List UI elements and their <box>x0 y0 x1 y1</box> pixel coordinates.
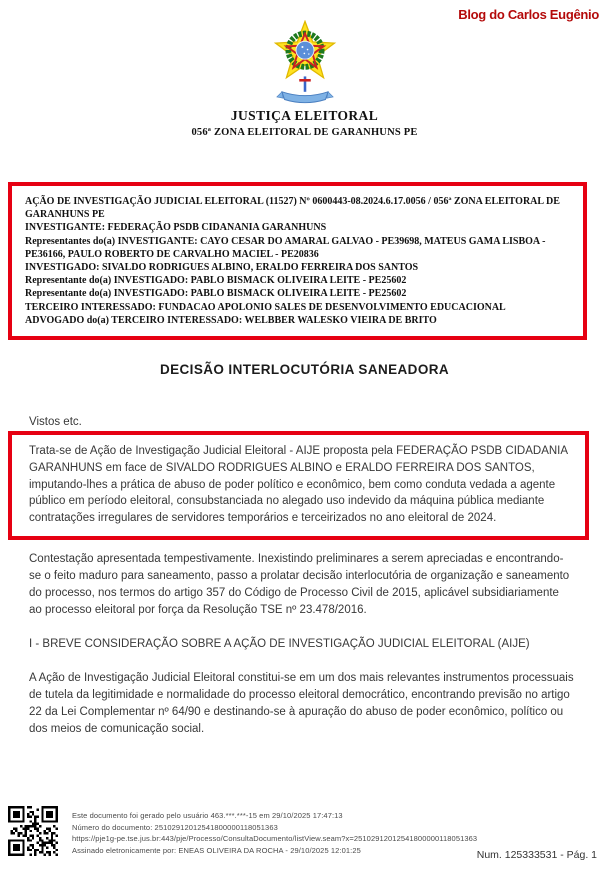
investigante-reps-line: Representantes do(a) INVESTIGANTE: CAYO CESAR DO AMARAL GALVAO - PE39698, MATEUS GAMA LISBOA - PE36166, PAULO ROBERTO DE CARVALHO MACIEL - PE20836 <box>25 235 546 260</box>
investigante-line: INVESTIGANTE: FEDERAÇÃO PSDB CIDANANIA GARANHUNS <box>25 222 327 234</box>
terceiro-interessado-line: TERCEIRO INTERESSADO: FUNDACAO APOLONIO SALES DE DESENVOLVIMENTO EDUCACIONAL <box>25 301 506 313</box>
investigado-line: INVESTIGADO: SIVALDO RODRIGUES ALBINO, ERALDO FERREIRA DOS SANTOS <box>25 262 419 274</box>
investigado-rep-line-2: Representante do(a) INVESTIGADO: PABLO BISMACK OLIVEIRA LEITE - PE25602 <box>25 288 407 300</box>
brazil-coat-of-arms-icon <box>273 20 337 111</box>
electoral-zone: 056ª ZONA ELEITORAL DE GARANHUNS PE <box>191 127 418 138</box>
case-number-line: AÇÃO DE INVESTIGAÇÃO JUDICIAL ELEITORAL (11527) Nº 0600443-08.2024.6.17.0056 / 056ª ZONA ELEITORAL DE GARANHUNS PE <box>25 196 560 221</box>
generated-by-line: Este documento foi gerado pelo usuário 463.***.***-15 em 29/10/2025 17:47:13 <box>72 811 343 820</box>
document-number-line: Número do documento: 25102912012541800000118051363 <box>72 822 278 832</box>
highlighted-paragraph: Trata-se de Ação de Investigação Judicial Eleitoral - AIJE proposta pela FEDERAÇÃO PSDB CIDADANIA GARANHUNS em face de SIVALDO RODRIGUES ALBINO e ERALDO FERREIRA DOS SANTOS, imputando-lhes a prática de abuso de poder político e econômico, bem como conduta vedada a agente público em período eleitoral, consubstanciada no alegado uso indevido da máquina pública mediante contratações irregulares de servidores temporários e terceirizados no ano eleitoral de 2024. <box>29 445 568 525</box>
investigado-rep-line-1: Representante do(a) INVESTIGADO: PABLO BISMACK OLIVEIRA LEITE - PE25602 <box>25 275 407 287</box>
page-number-label: Num. 125333531 - Pág. 1 <box>476 849 597 861</box>
advogado-line: ADVOGADO do(a) TERCEIRO INTERESSADO: WELBBER WALESKO VIEIRA DE BRITO <box>25 314 437 326</box>
decision-body <box>29 551 574 755</box>
document-footer-metadata <box>72 810 477 856</box>
court-name: JUSTIÇA ELEITORAL <box>230 108 379 123</box>
consultation-url-line: https://pje1g-pe.tse.jus.br:443/pje/Processo/ConsultaDocumento/listView.seam?x=25102912012541800000118051363 <box>72 834 478 844</box>
document-header <box>0 108 609 138</box>
case-details-box <box>8 182 587 340</box>
paragraph-aije-definition: A Ação de Investigação Judicial Eleitoral constitui-se em um dos mais relevantes instrumentos processuais de tutela da legitimidade e normalidade do processo eleitoral democrático, encontrando previsão no artigo 22 da Lei Complementar nº 64/90 e destinando-se à apuração do abuso de poder econômico, político ou dos meios de comunicação social. <box>29 672 574 735</box>
decision-title: DECISÃO INTERLOCUTÓRIA SANEADORA <box>159 362 450 377</box>
highlighted-paragraph-box <box>8 431 589 540</box>
signature-line: Assinado eletronicamente por: ENEAS OLIVEIRA DA ROCHA - 29/10/2025 12:01:25 <box>72 845 361 855</box>
blog-watermark: Blog do Carlos Eugênio <box>458 7 599 22</box>
section-heading-aije: I - BREVE CONSIDERAÇÃO SOBRE A AÇÃO DE INVESTIGAÇÃO JUDICIAL ELEITORAL (AIJE) <box>29 638 530 650</box>
paragraph-contestacao: Contestação apresentada tempestivamente. Inexistindo preliminares a serem apreciadas e encontrando-se o feito maduro para saneamento, passo a prolatar decisão interlocutória de organização e saneamento do processo, nos termos do artigo 357 do Código de Processo Civil de 2015, aplicável subsidiariamente ao processo eleitoral por força da Resolução TSE nº 23.478/2016. <box>29 553 570 616</box>
salutation-text: Vistos etc. <box>29 416 82 428</box>
qr-code-icon <box>8 806 58 856</box>
